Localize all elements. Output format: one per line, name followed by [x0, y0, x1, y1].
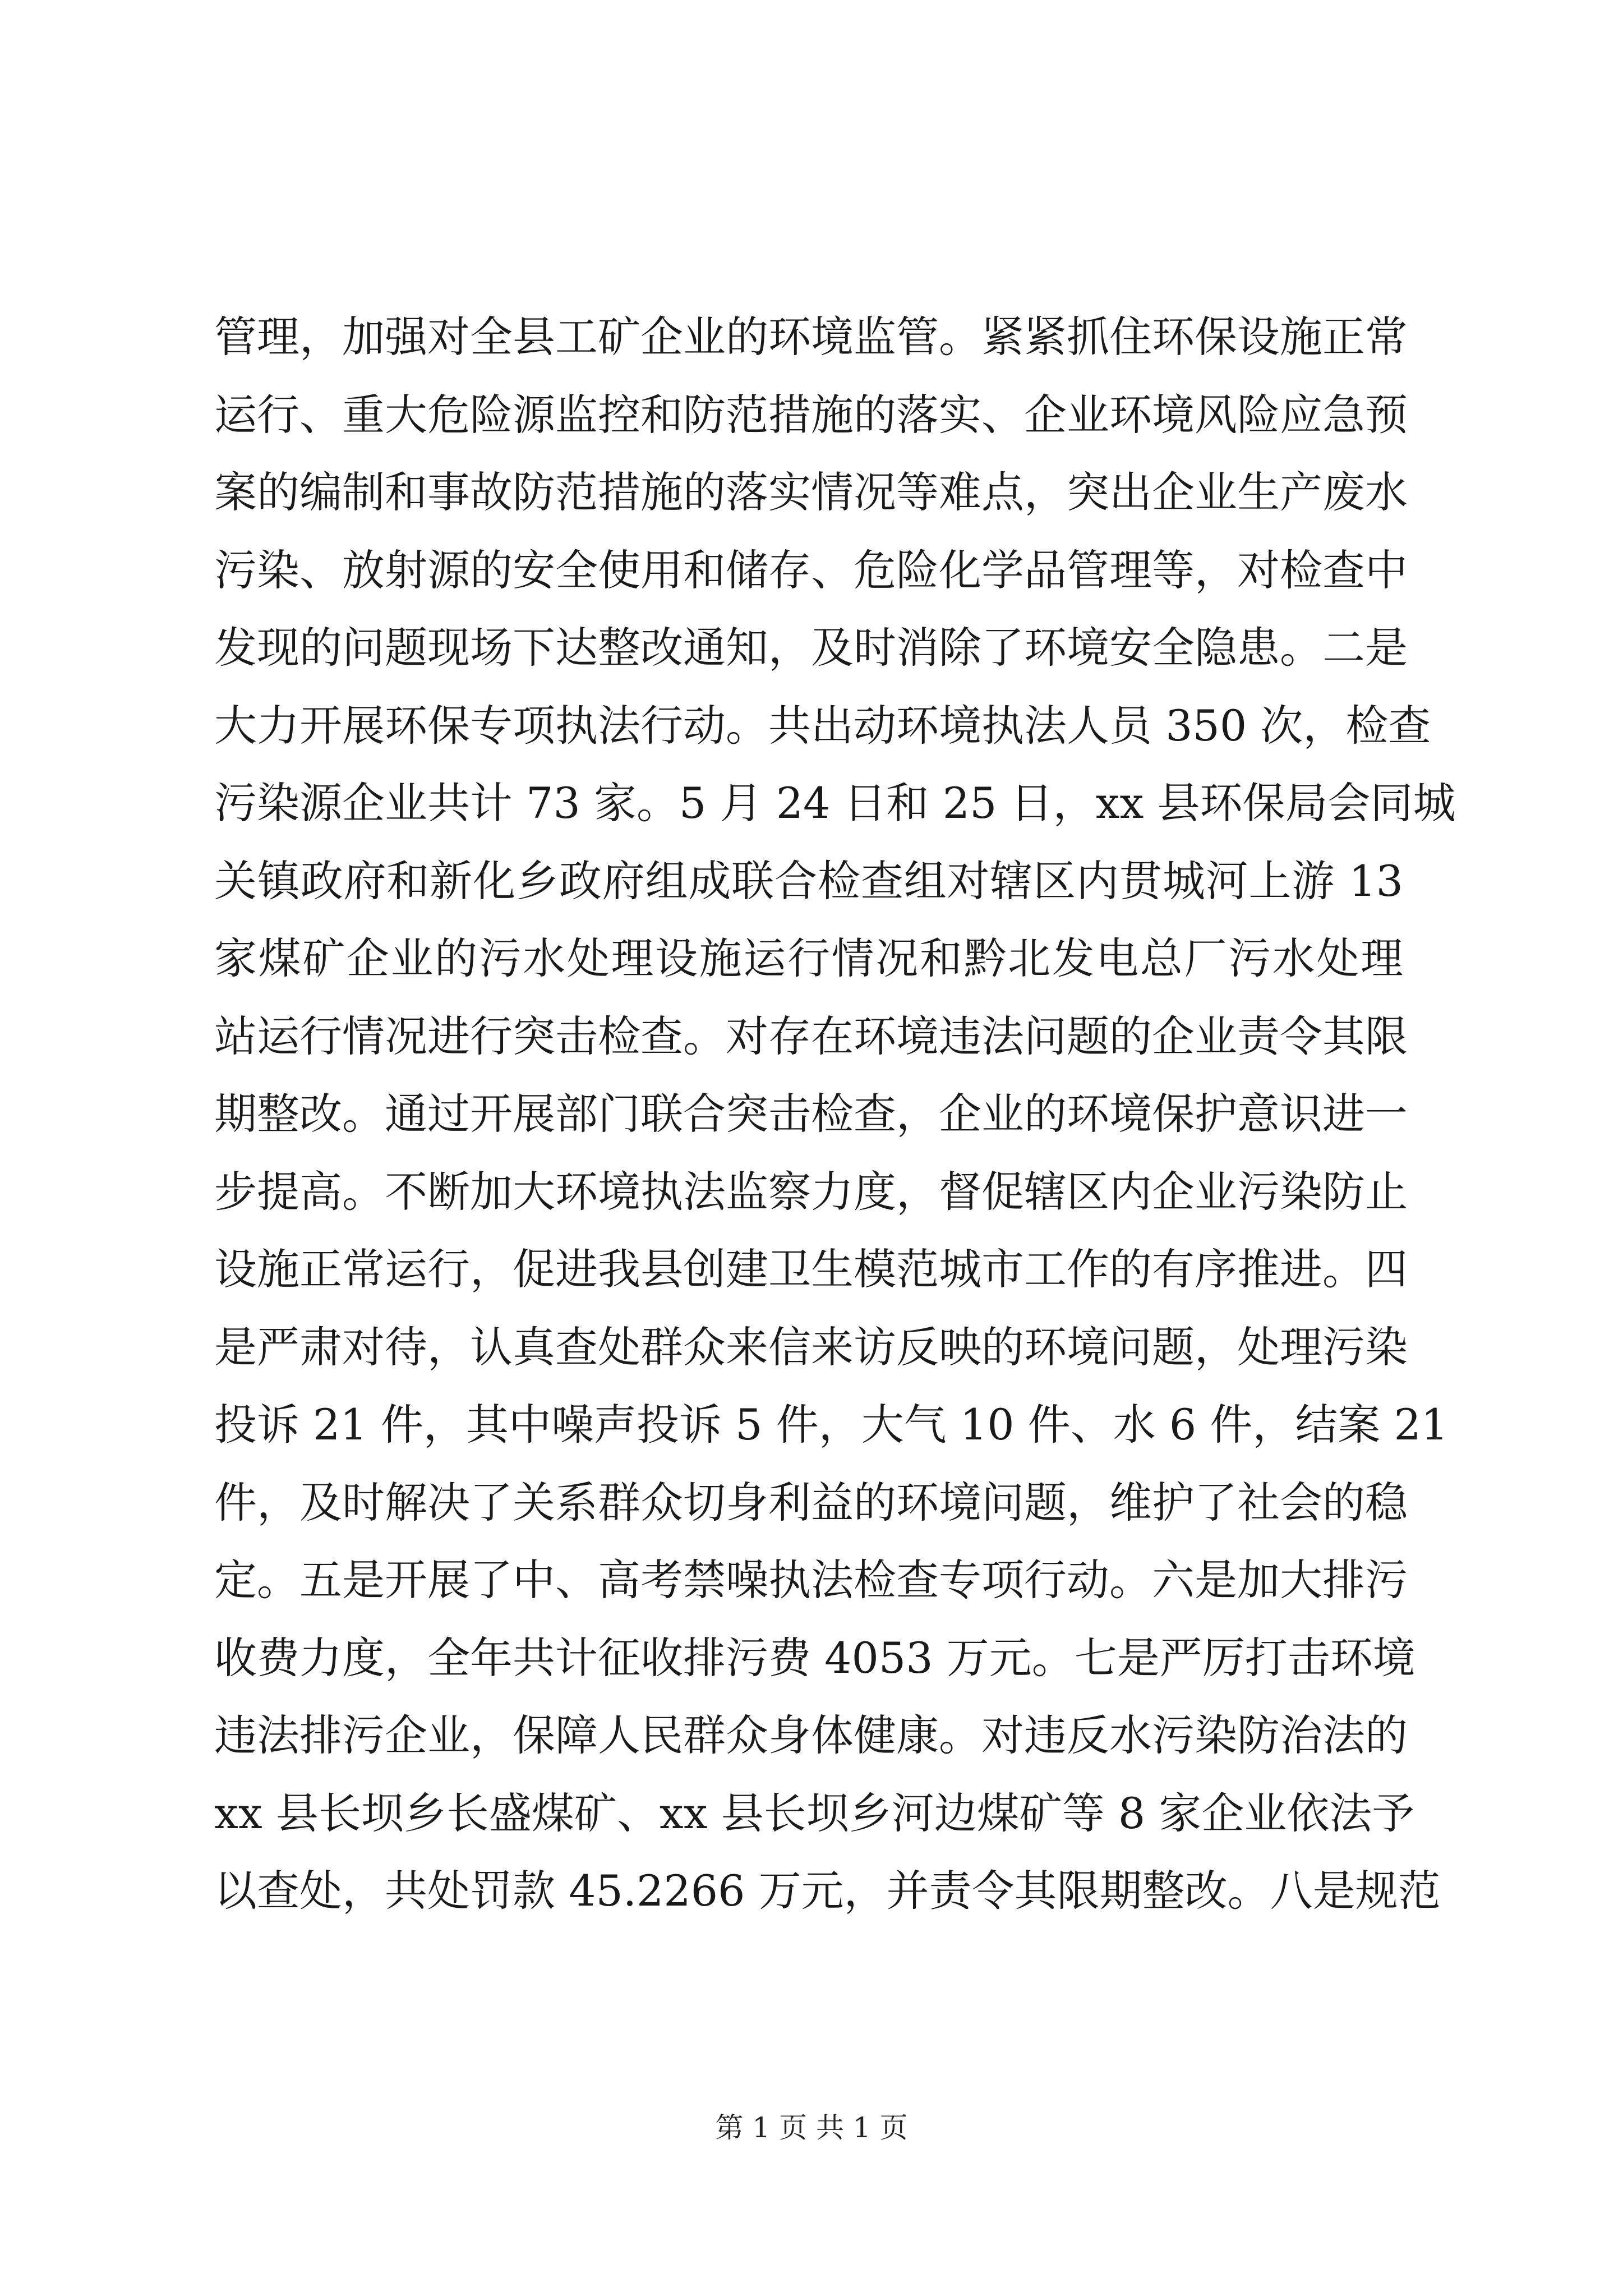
- text-line: 管理，加强对全县工矿企业的环境监管。紧紧抓住环保设施正常: [214, 312, 1408, 362]
- text-line: 污染、放射源的安全使用和储存、危险化学品管理等，对检查中: [214, 545, 1408, 595]
- text-line: 案的编制和事故防范措施的落实情况等难点，突出企业生产废水: [214, 467, 1408, 517]
- text-line: 步提高。不断加大环境执法监察力度，督促辖区内企业污染防止: [214, 1166, 1408, 1217]
- text-line: 关镇政府和新化乡政府组成联合检查组对辖区内贯城河上游 13: [214, 855, 1403, 906]
- text-line: 家煤矿企业的污水处理设施运行情况和黔北发电总厂污水处理: [214, 933, 1403, 983]
- text-line: 运行、重大危险源监控和防范措施的落实、企业环境风险应急预: [214, 389, 1408, 440]
- text-line: 以查处，共处罚款 45.2266 万元，并责令其限期整改。八是规范: [214, 1866, 1441, 1916]
- page-footer: [0, 2108, 1623, 2147]
- text-line: xx 县长坝乡长盛煤矿、xx 县长坝乡河边煤矿等 8 家企业依法予: [214, 1788, 1415, 1838]
- text-line: 收费力度，全年共计征收排污费 4053 万元。七是严厉打击环境: [214, 1632, 1415, 1683]
- body-text: [214, 298, 1456, 1930]
- text-line: 大力开展环保专项执法行动。共出动环境执法人员 350 次，检查: [214, 700, 1431, 751]
- text-line: 是严肃对待，认真查处群众来信来访反映的环境问题，处理污染: [214, 1322, 1408, 1372]
- text-line: 投诉 21 件，其中噪声投诉 5 件，大气 10 件、水 6 件，结案 21: [214, 1400, 1449, 1450]
- text-line: 定。五是开展了中、高考禁噪执法检查专项行动。六是加大排污: [214, 1555, 1408, 1605]
- text-line: 违法排污企业，保障人民群众身体健康。对违反水污染防治法的: [214, 1710, 1408, 1760]
- text-line: 站运行情况进行突击检查。对存在环境违法问题的企业责令其限: [214, 1011, 1408, 1061]
- text-line: 件，及时解决了关系群众切身利益的环境问题，维护了社会的稳: [214, 1477, 1408, 1527]
- page-number-label: 第 1 页 共 1 页: [715, 2111, 908, 2144]
- text-line: 污染源企业共计 73 家。5 月 24 日和 25 日，xx 县环保局会同城: [214, 778, 1456, 828]
- text-line: 发现的问题现场下达整改通知，及时消除了环境安全隐患。二是: [214, 623, 1408, 673]
- text-line: 设施正常运行，促进我县创建卫生模范城市工作的有序推进。四: [214, 1244, 1408, 1294]
- text-line: 期整改。通过开展部门联合突击检查，企业的环境保护意识进一: [214, 1089, 1408, 1139]
